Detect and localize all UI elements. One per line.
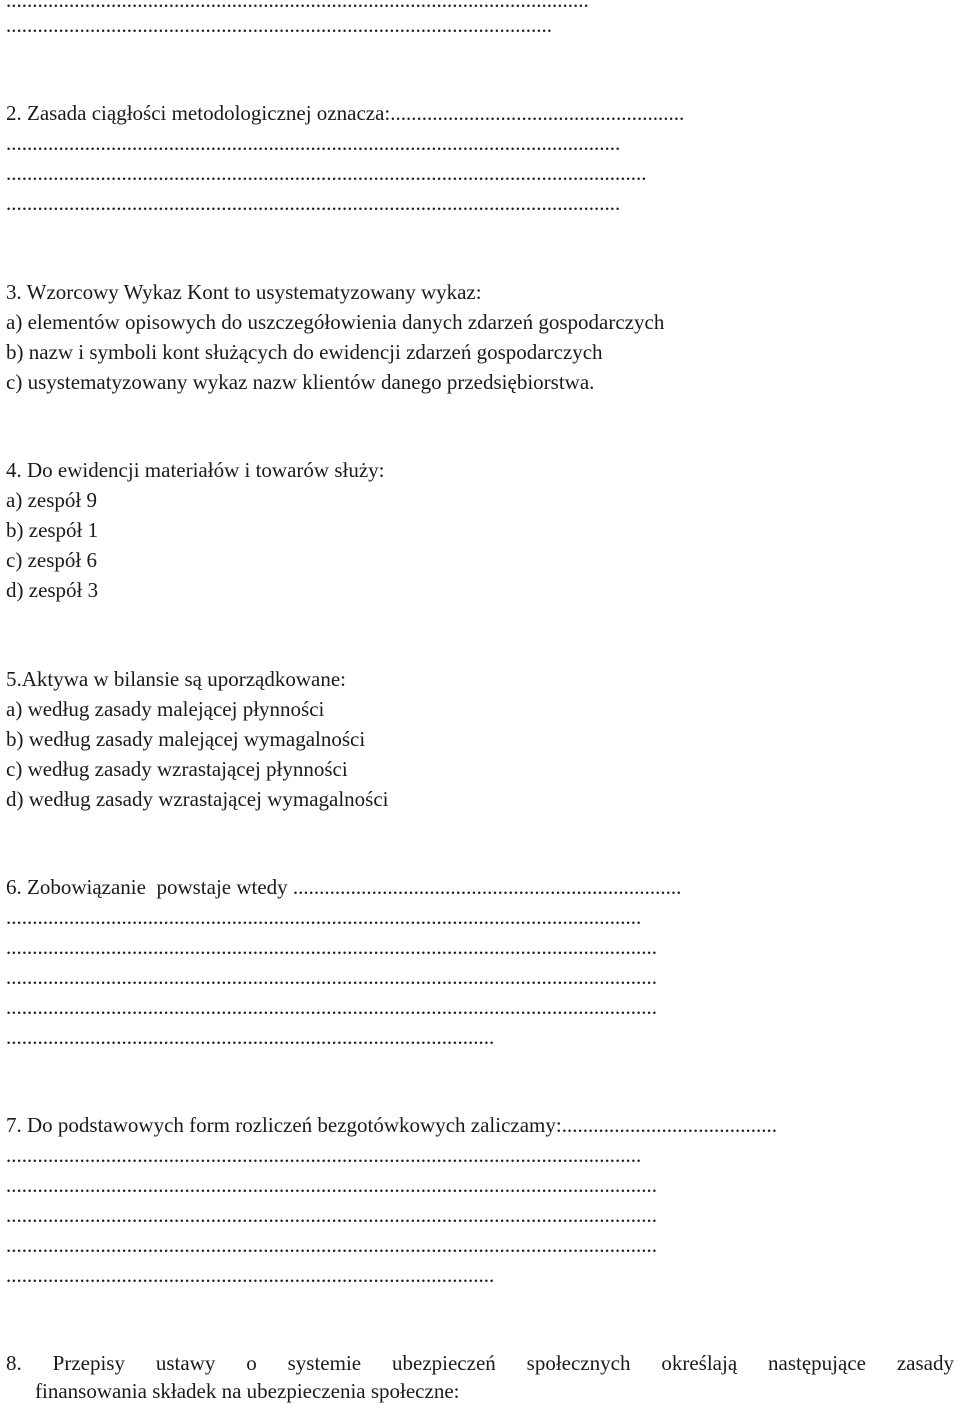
answer-dots-line: ............................................................................................. xyxy=(6,1263,495,1287)
answer-dots-line: ............................................................................................................................ xyxy=(6,965,657,989)
question-8-line-1: 8. Przepisy ustawy o systemie ubezpieczeń społecznych określają następujące zasady xyxy=(6,1351,954,1375)
question-8 xyxy=(6,1349,954,1405)
answer-dots-line: ............................................................................................................................ xyxy=(6,1203,657,1227)
question-6: 6. Zobowiązanie powstaje wtedy .......................................................................... xyxy=(6,875,682,899)
option-3b: b) nazw i symboli kont służących do ewidencji zdarzeń gospodarczych xyxy=(6,340,603,364)
answer-dots-line: ..................................................................................................................... xyxy=(6,191,621,215)
question-7: 7. Do podstawowych form rozliczeń bezgotówkowych zaliczamy:......................................... xyxy=(6,1113,777,1137)
option-3a: a) elementów opisowych do uszczegółowienia danych zdarzeń gospodarczych xyxy=(6,310,665,334)
option-5a: a) według zasady malejącej płynności xyxy=(6,697,325,721)
option-4a: a) zespół 9 xyxy=(6,488,97,512)
answer-dots-line: ............................................................................................................................ xyxy=(6,935,657,959)
question-5: 5.Aktywa w bilansie są uporządkowane: xyxy=(6,667,346,691)
option-5b: b) według zasady malejącej wymagalności xyxy=(6,727,366,751)
answer-dots-line: ............................................................................................................... xyxy=(6,0,589,12)
option-5c: c) według zasady wzrastającej płynności xyxy=(6,757,348,781)
answer-dots-line: ............................................................................................. xyxy=(6,1025,495,1049)
question-2: 2. Zasada ciągłości metodologicznej oznacza:........................................................ xyxy=(6,101,685,125)
question-4: 4. Do ewidencji materiałów i towarów służy: xyxy=(6,458,385,482)
answer-dots-line: ............................................................................................................................ xyxy=(6,1173,657,1197)
answer-dots-line: ..................................................................................................................... xyxy=(6,131,621,155)
question-3: 3. Wzorcowy Wykaz Kont to usystematyzowany wykaz: xyxy=(6,280,482,304)
question-8-line-2: finansowania składek na ubezpieczenia społeczne: xyxy=(35,1379,460,1403)
answer-dots-line: ........................................................................................................ xyxy=(6,13,552,37)
answer-dots-line: .......................................................................................................................... xyxy=(6,161,647,185)
answer-dots-line: ............................................................................................................................ xyxy=(6,1233,657,1257)
option-3c: c) usystematyzowany wykaz nazw klientów danego przedsiębiorstwa. xyxy=(6,370,595,394)
option-5d: d) według zasady wzrastającej wymagalności xyxy=(6,787,389,811)
answer-dots-line: ......................................................................................................................... xyxy=(6,1143,642,1167)
option-4c: c) zespół 6 xyxy=(6,548,97,572)
answer-dots-line: ......................................................................................................................... xyxy=(6,905,642,929)
option-4b: b) zespół 1 xyxy=(6,518,99,542)
option-4d: d) zespół 3 xyxy=(6,578,99,602)
answer-dots-line: ............................................................................................................................ xyxy=(6,995,657,1019)
